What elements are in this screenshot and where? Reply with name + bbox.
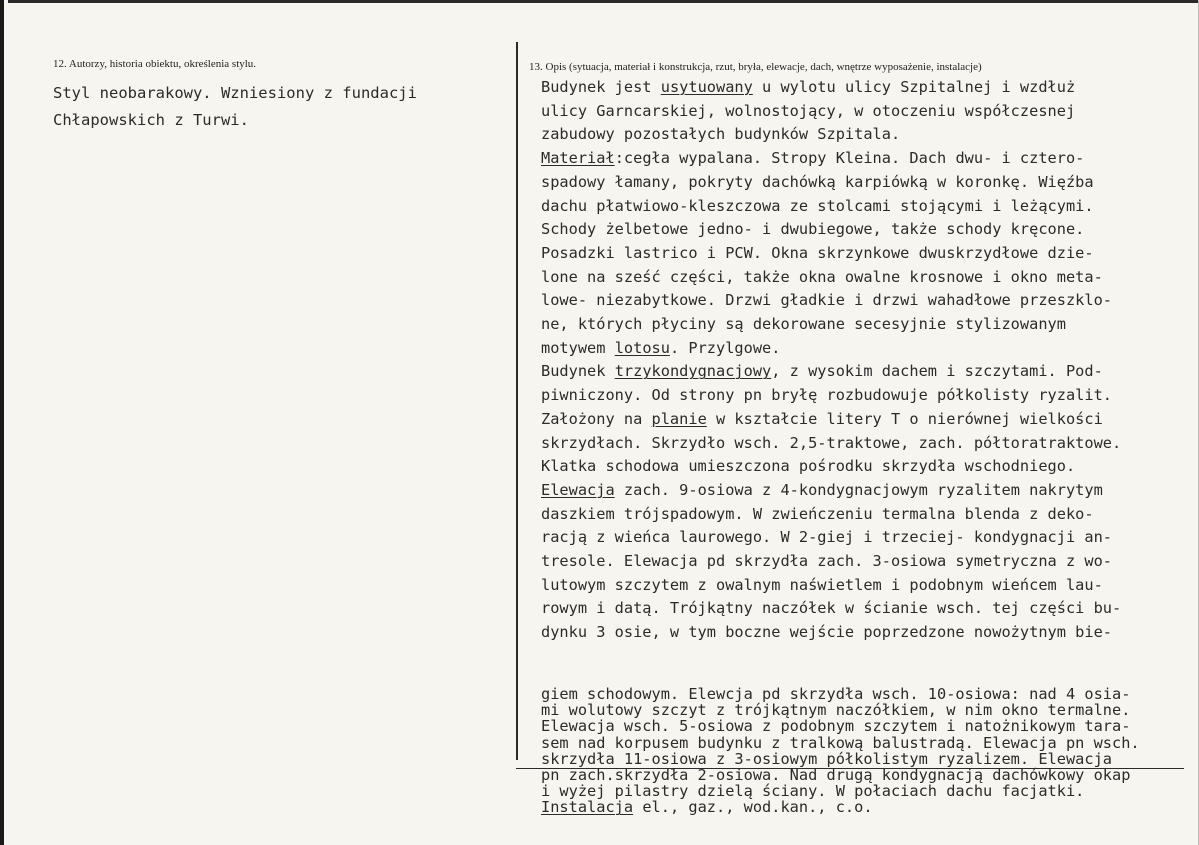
underlined-term: lotosu (614, 338, 670, 357)
typed-line: spadowy łamany, pokryty dachówką karpiówką w koronkę. Więźba (541, 172, 1094, 191)
underlined-term: Materiał (541, 149, 615, 168)
typed-line: skrzydła 11-osiowa z 3-osiowym półkolistym ryzalizem. Elewacja (541, 749, 1112, 768)
typed-line: skrzydłach. Skrzydło wsch. 2,5-traktowe, zach. półtoratraktowe. (541, 433, 1122, 452)
typed-line: lowe- niezabytkowe. Drzwi gładkie i drzwi wahadłowe przeszklo- (541, 291, 1112, 310)
typed-line: Budynek trzykondygnacjowy, z wysokim dachem i szczytami. Pod- (541, 362, 1103, 381)
typed-line: Materiał:cegła wypalana. Stropy Kleina. Dach dwu- i cztero- (541, 149, 1085, 168)
typed-line: Założony na planie w kształcie litery T o nierównej wielkości (541, 409, 1103, 428)
typed-line: rowym i datą. Trójkątny naczółek w ścianie wsch. tej części bu- (541, 599, 1122, 618)
typed-line: Chłapowskich z Turwi. (53, 111, 249, 129)
typed-line: daszkiem trójspadowym. W zwieńczeniu termalna blenda z deko- (541, 504, 1094, 523)
typed-line: pn zach.skrzydła 2-osiowa. Nad drugą kondygnacją dachówkowy okap (541, 766, 1131, 785)
typed-line: zabudowy pozostałych budynków Szpitala. (541, 125, 901, 144)
typed-line: lutowym szczytem z owalnym naświetlem i podobnym wieńcem lau- (541, 575, 1103, 594)
typed-line: i wyżej pilastry dzielą ściany. W połaciach dachu facjatki. (541, 782, 1085, 801)
column-divider (516, 42, 518, 760)
typed-line: Instalacja el., gaz., wod.kan., c.o. (541, 798, 873, 817)
typed-line: mi wolutowy szczyt z trójkątnym naczółkiem, w nim okno termalne. (541, 701, 1131, 720)
underlined-term: trzykondygnacjowy (614, 362, 772, 381)
authors-history-text (53, 80, 417, 134)
left-section-heading: 12. Autorzy, historia obiektu, określenia stylu. (53, 58, 257, 70)
typed-line: ulicy Garncarskiej, wolnostojący, w otoczeniu współczesnej (541, 101, 1076, 120)
typed-line: Elewacja wsch. 5-osiowa z podobnym szczytem i natożnikowym tara- (541, 717, 1131, 736)
typed-line: piwniczony. Od strony pn bryłę rozbudowuje półkolisty ryzalit. (541, 386, 1112, 405)
typed-line: Posadzki lastrico i PCW. Okna skrzynkowe dwuskrzydłowe dzie- (541, 243, 1094, 262)
typed-line: racją z wieńca laurowego. W 2-giej i trzeciej- kondygnacji an- (541, 528, 1112, 547)
typed-line: sem nad korpusem budynku z tralkową balustradą. Elewacja pn wsch. (541, 733, 1140, 752)
typed-line: Schody żelbetowe jedno- i dwubiegowe, także schody kręcone. (541, 220, 1085, 239)
underlined-term: usytuowany (660, 78, 753, 96)
typed-line: Styl neobarakowy. Wzniesiony z fundacji (53, 84, 417, 102)
underlined-term: Instalacja (541, 798, 634, 817)
typed-line: tresole. Elewacja pd skrzydła zach. 3-osiowa symetryczna z wo- (541, 552, 1112, 571)
typed-line: Elewacja zach. 9-osiowa z 4-kondygnacjowym ryzalitem nakrytym (541, 480, 1103, 499)
typed-line: dynku 3 osie, w tym boczne wejście poprzedzone nowożytnym bie- (541, 623, 1112, 642)
typed-line: motywem lotosu. Przylgowe. (541, 338, 781, 357)
underlined-term: planie (651, 409, 707, 428)
description-text-dense (541, 686, 1140, 816)
underlined-term: Elewacja (541, 480, 615, 499)
description-text (541, 76, 1121, 645)
right-section-heading: 13. Opis (sytuacja, materiał i konstrukcja, rzut, bryła, elewacje, dach, wnętrze wyposażenie, instalacje) (529, 61, 982, 73)
typed-line: ne, których płyciny są dekorowane secesyjnie stylizowanym (541, 315, 1066, 334)
typed-line: giem schodowym. Elewcja pd skrzydła wsch. 10-osiowa: nad 4 osia- (541, 685, 1131, 703)
typed-line: lone na sześć części, także okna owalne krosnowe i okno meta- (541, 267, 1103, 286)
typed-line: dachu płatwiowo-kleszczowa ze stolcami stojącymi i leżącymi. (541, 196, 1094, 215)
typed-line: Budynek jest usytuowany u wylotu ulicy Szpitalnej i wzdłuż (541, 78, 1076, 96)
card-top-edge (8, 0, 1198, 3)
typed-line: Klatka schodowa umieszczona pośrodku skrzydła wschodniego. (541, 457, 1076, 476)
